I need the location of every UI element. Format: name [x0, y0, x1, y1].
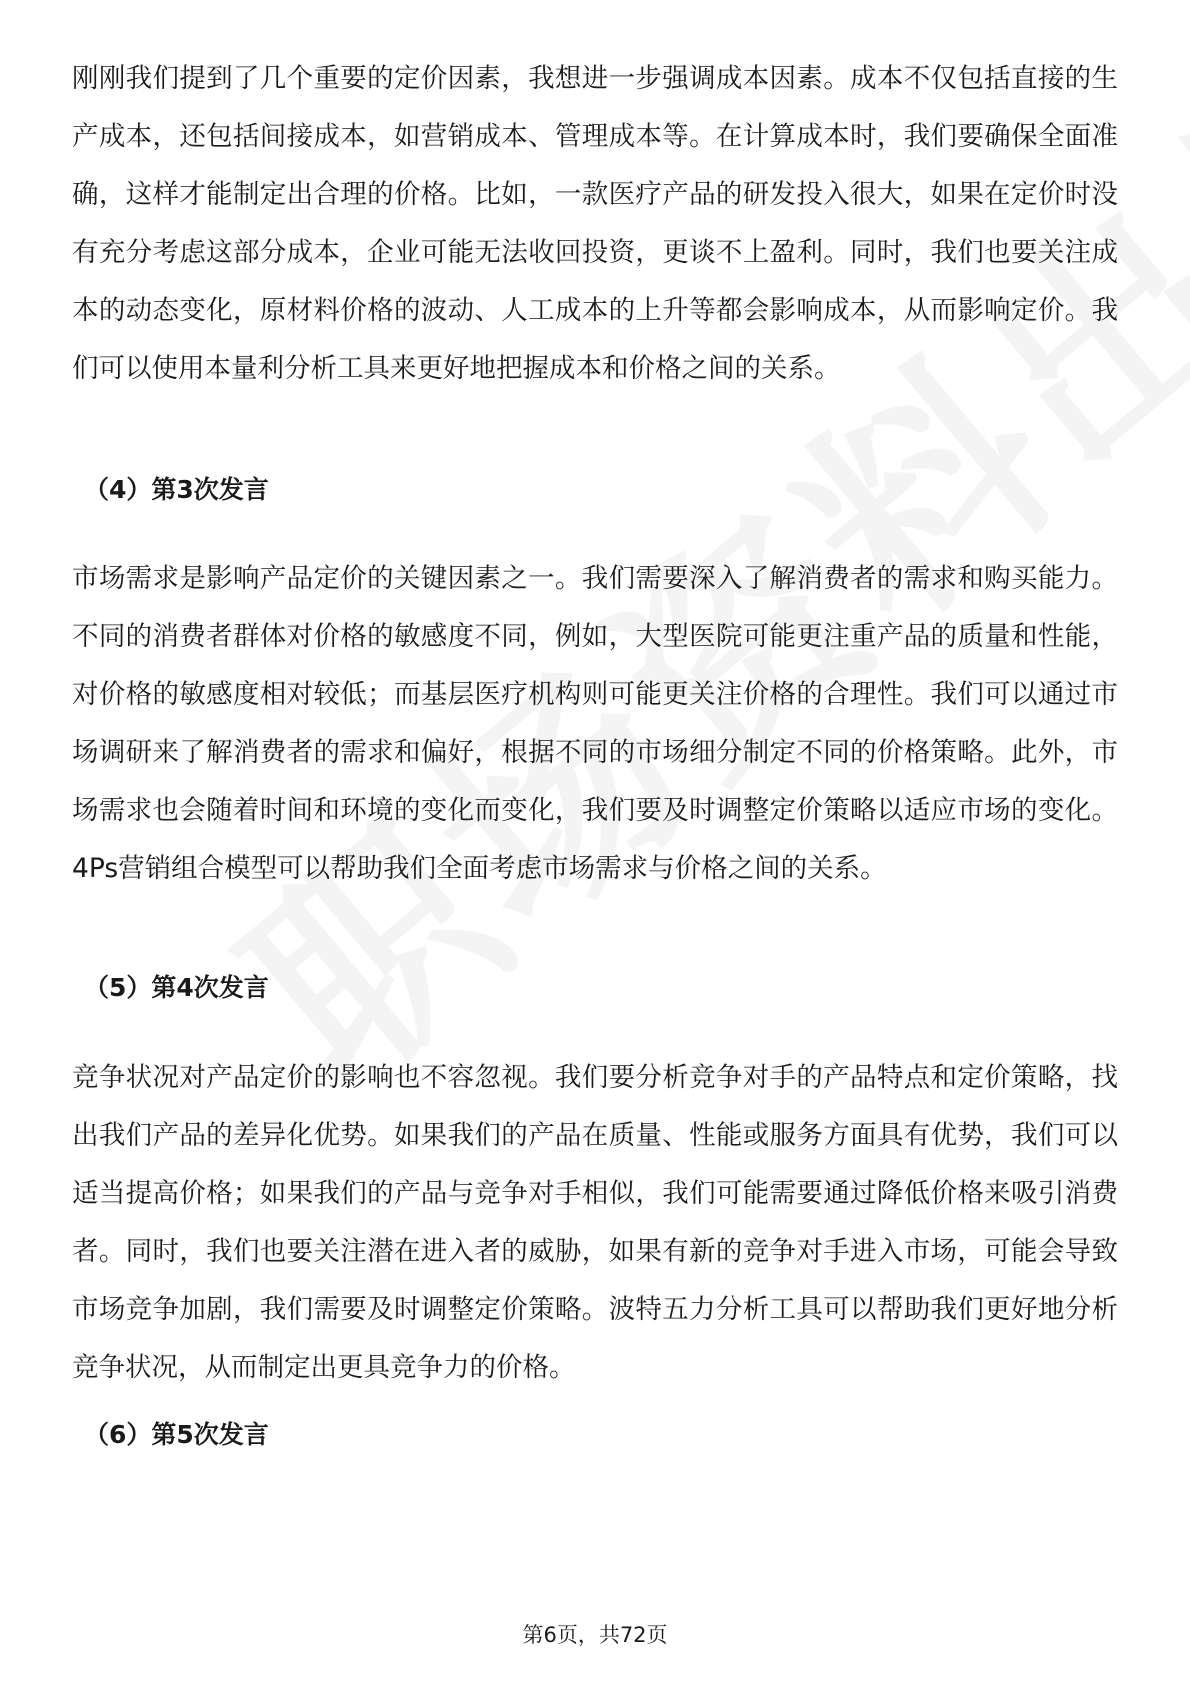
paragraph-competition: 竞争状况对产品定价的影响也不容忽视。我们要分析竞争对手的产品特点和定价策略，找出我们产品的差异化优势。如果我们的产品在质量、性能或服务方面具有优势，我们可以适当提高价格；如果我们的产品与竞争对手相似，我们可能需要通过降低价格来吸引消费者。同时，我们也要关注潜在进入者的威胁，如果有新的竞争对手进入市场，可能会导致市场竞争加剧，我们需要及时调整定价策略。波特五力分析工具可以帮助我们更好地分析竞争状况，从而制定出更具竞争力的价格。: [72, 1062, 1118, 1383]
heading-speech-4: （5）第4次发言: [84, 973, 269, 1002]
heading-speech-5: （6）第5次发言: [84, 1420, 269, 1449]
paragraph-cost-factor: 刚刚我们提到了几个重要的定价因素，我想进一步强调成本因素。成本不仅包括直接的生产成本，还包括间接成本，如营销成本、管理成本等。在计算成本时，我们要确保全面准确，这样才能制定出合理的价格。比如，一款医疗产品的研发投入很大，如果在定价时没有充分考虑这部分成本，企业可能无法收回投资，更谈不上盈利。同时，我们也要关注成本的动态变化，原材料价格的波动、人工成本的上升等都会影响成本，从而影响定价。我们可以使用本量利分析工具来更好地把握成本和价格之间的关系。: [72, 63, 1118, 384]
heading-speech-3: （4）第3次发言: [84, 475, 269, 504]
paragraph-market-demand: 市场需求是影响产品定价的关键因素之一。我们需要深入了解消费者的需求和购买能力。不同的消费者群体对价格的敏感度不同，例如，大型医院可能更注重产品的质量和性能，对价格的敏感度相对较低；而基层医疗机构则可能更关注价格的合理性。我们可以通过市场调研来了解消费者的需求和偏好，根据不同的市场细分制定不同的价格策略。此外，市场需求也会随着时间和环境的变化而变化，我们要及时调整定价策略以适应市场的变化。4Ps营销组合模型可以帮助我们全面考虑市场需求与价格之间的关系。: [72, 563, 1118, 884]
page-number-footer: 第6页，共72页: [522, 1623, 668, 1647]
